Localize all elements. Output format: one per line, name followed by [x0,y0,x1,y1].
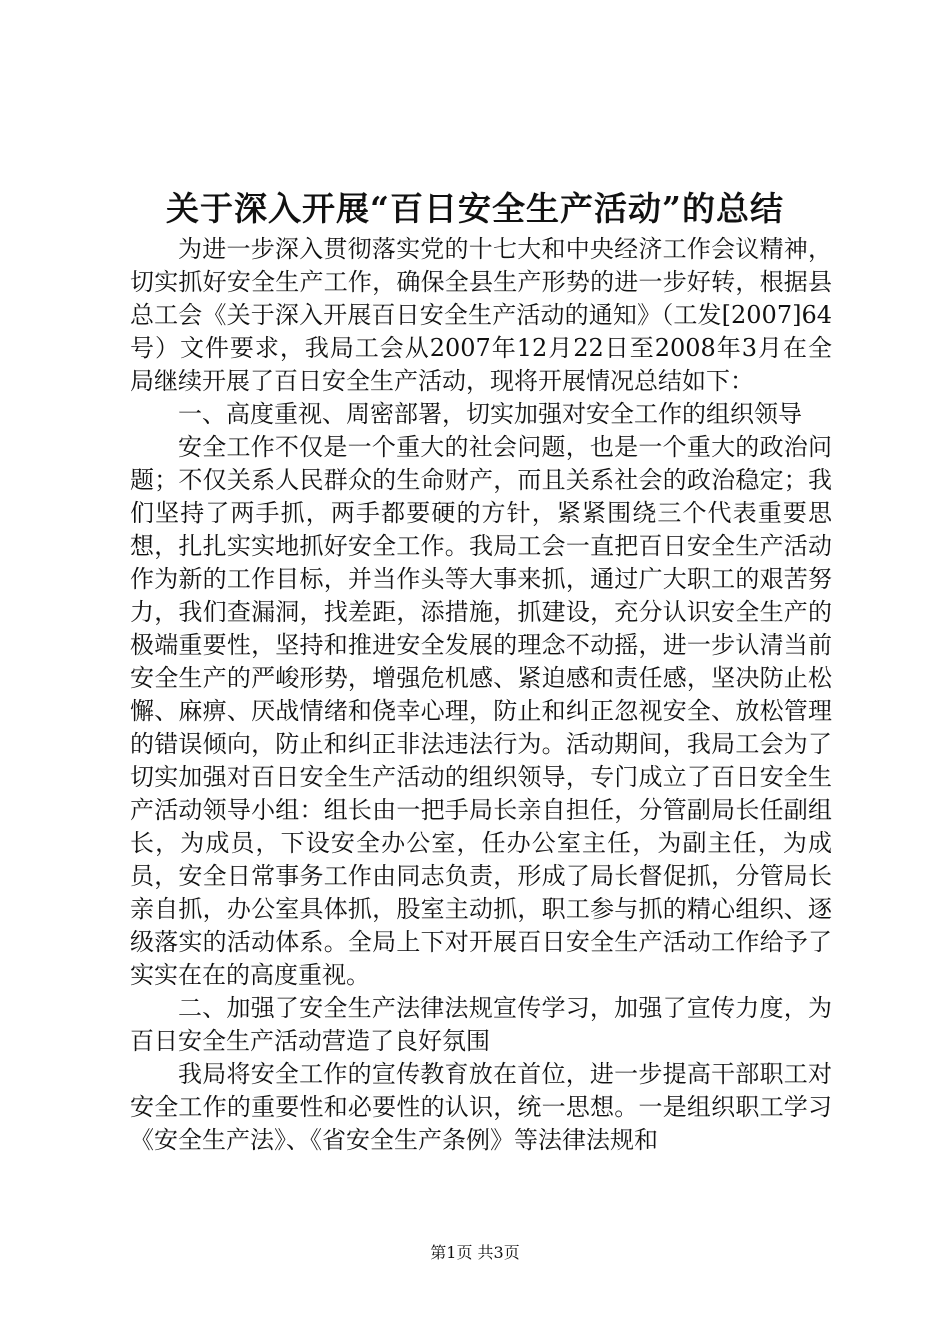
document-title: 关于深入开展“百日安全生产活动”的总结 [166,189,784,228]
section-heading-2: 二、加强了安全生产法律法规宣传学习，加强了宣传力度，为百日安全生产活动营造了良好氛围 [130,994,832,1055]
section-body-2: 我局将安全工作的宣传教育放在首位，进一步提高干部职工对安全工作的重要性和必要性的认识，统一思想。一是组织职工学习《安全生产法》、《省安全生产条例》等法律法规和 [130,1060,832,1154]
section-body-1: 安全工作不仅是一个重大的社会问题，也是一个重大的政治问题；不仅关系人民群众的生命财产，而且关系社会的政治稳定；我们坚持了两手抓，两手都要硬的方针，紧紧围绕三个代表重要思想，扎扎实实地抓好安全工作。我局工会一直把百日安全生产活动作为新的工作目标，并当作头等大事来抓，通过广大职工的艰苦努力，我们查漏洞，找差距，添措施，抓建设，充分认识安全生产的极端重要性，坚持和推进安全发展的理念不动摇，进一步认清当前安全生产的严峻形势，增强危机感、紧迫感和责任感，坚决防止松懈、麻痹、厌战情绪和侥幸心理，防止和纠正忽视安全、放松管理的错误倾向，防止和纠正非法违法行为。活动期间，我局工会为了切实加强对百日安全生产活动的组织领导，专门成立了百日安全生产活动领导小组：组长由一把手局长亲自担任，分管副局长任副组长，为成员，下设安全办公室，任办公室主任，为副主任，为成员，安全日常事务工作由同志负责，形成了局长督促抓，分管局长亲自抓，办公室具体抓，股室主动抓，职工参与抓的精心组织、逐级落实的活动体系。全局上下对开展百日安全生产活动工作给予了实实在在的高度重视。 [130,433,832,989]
page-number-footer: 第1页 共3页 [430,1243,520,1262]
document-body [130,233,832,1157]
section-heading-1: 一、高度重视、周密部署，切实加强对安全工作的组织领导 [178,400,802,428]
intro-paragraph: 为进一步深入贯彻落实党的十七大和中央经济工作会议精神，切实抓好安全生产工作，确保全县生产形势的进一步好转，根据县总工会《关于深入开展百日安全生产活动的通知》（工发[2007]64号）文件要求，我局工会从2007年12月22日至2008年3月在全局继续开展了百日安全生产活动，现将开展情况总结如下： [130,235,832,395]
